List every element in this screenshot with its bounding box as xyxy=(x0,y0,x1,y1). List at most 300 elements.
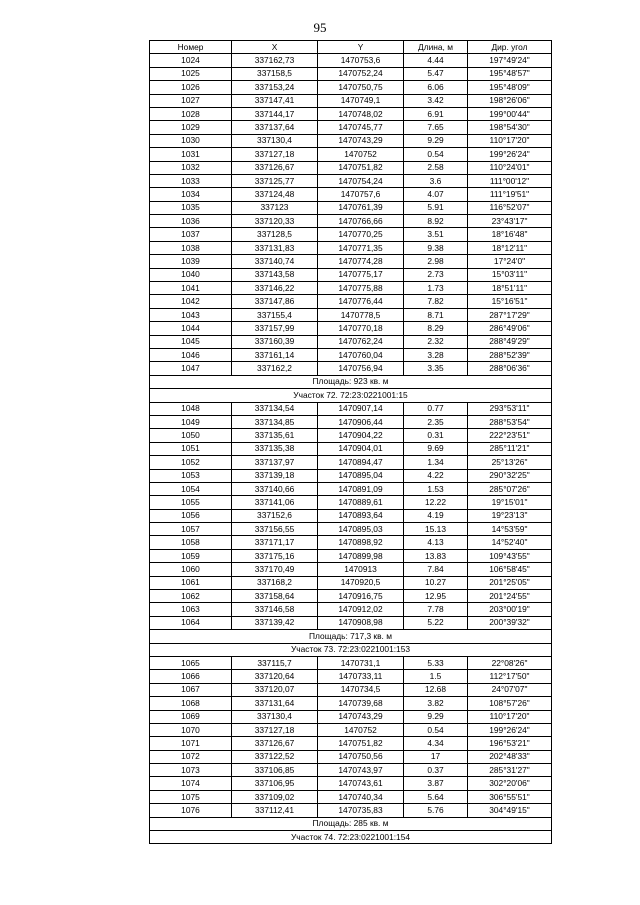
cell-number: 1042 xyxy=(150,295,232,308)
cell-length: 1.34 xyxy=(404,456,468,469)
cell-x: 337131,83 xyxy=(232,241,318,254)
cell-x: 337140,66 xyxy=(232,482,318,495)
cell-angle: 23°43'17" xyxy=(468,215,552,228)
cell-length: 5.47 xyxy=(404,67,468,80)
cell-angle: 198°54'30" xyxy=(468,121,552,134)
cell-x: 337124,48 xyxy=(232,188,318,201)
cell-x: 337147,41 xyxy=(232,94,318,107)
table-row xyxy=(150,429,552,442)
table-row xyxy=(150,576,552,589)
cell-length: 5.64 xyxy=(404,790,468,803)
table-row xyxy=(150,282,552,295)
cell-y: 1470913 xyxy=(318,563,404,576)
cell-angle: 15°16'51" xyxy=(468,295,552,308)
cell-x: 337120,64 xyxy=(232,670,318,683)
cell-angle: 288°52'39" xyxy=(468,348,552,361)
cell-length: 3.35 xyxy=(404,362,468,375)
table-row xyxy=(150,750,552,763)
cell-number: 1067 xyxy=(150,683,232,696)
cell-number: 1026 xyxy=(150,81,232,94)
cell-length: 2.98 xyxy=(404,255,468,268)
cell-y: 1470752,24 xyxy=(318,67,404,80)
cell-length: 4.34 xyxy=(404,737,468,750)
cell-number: 1058 xyxy=(150,536,232,549)
table-row xyxy=(150,54,552,67)
cell-length: 4.44 xyxy=(404,54,468,67)
cell-angle: 116°52'07" xyxy=(468,201,552,214)
cell-length: 5.91 xyxy=(404,201,468,214)
cell-x: 337153,24 xyxy=(232,81,318,94)
cell-angle: 285°11'21" xyxy=(468,442,552,455)
table-row xyxy=(150,415,552,428)
cell-length: 1.53 xyxy=(404,482,468,495)
cell-number: 1046 xyxy=(150,348,232,361)
cell-y: 1470893,64 xyxy=(318,509,404,522)
header-x: X xyxy=(232,41,318,54)
cell-length: 6.91 xyxy=(404,107,468,120)
cell-y: 1470920,5 xyxy=(318,576,404,589)
cell-number: 1033 xyxy=(150,174,232,187)
cell-y: 1470904,01 xyxy=(318,442,404,455)
cell-x: 337125,77 xyxy=(232,174,318,187)
cell-y: 1470776,44 xyxy=(318,295,404,308)
table-row xyxy=(150,174,552,187)
cell-angle: 111°19'51" xyxy=(468,188,552,201)
cell-x: 337122,52 xyxy=(232,750,318,763)
cell-length: 4.13 xyxy=(404,536,468,549)
table-row xyxy=(150,656,552,669)
cell-angle: 302°20'06" xyxy=(468,777,552,790)
cell-number: 1071 xyxy=(150,737,232,750)
cell-y: 1470735,83 xyxy=(318,804,404,817)
area-row xyxy=(150,630,552,643)
cell-angle: 18°12'11" xyxy=(468,241,552,254)
table-row xyxy=(150,134,552,147)
area-label: Площадь: 285 кв. м xyxy=(150,817,552,830)
cell-length: 0.77 xyxy=(404,402,468,415)
cell-number: 1066 xyxy=(150,670,232,683)
cell-length: 17 xyxy=(404,750,468,763)
cell-y: 1470770,25 xyxy=(318,228,404,241)
cell-angle: 19°15'01" xyxy=(468,496,552,509)
cell-length: 12.22 xyxy=(404,496,468,509)
cell-angle: 110°17'20" xyxy=(468,710,552,723)
table-row xyxy=(150,482,552,495)
table-row xyxy=(150,723,552,736)
cell-number: 1069 xyxy=(150,710,232,723)
cell-x: 337171,17 xyxy=(232,536,318,549)
cell-x: 337160,39 xyxy=(232,335,318,348)
table-row xyxy=(150,241,552,254)
table-row xyxy=(150,322,552,335)
cell-y: 1470733,11 xyxy=(318,670,404,683)
cell-y: 1470899,98 xyxy=(318,549,404,562)
plot-heading-row xyxy=(150,831,552,844)
cell-length: 7.65 xyxy=(404,121,468,134)
cell-length: 2.32 xyxy=(404,335,468,348)
coordinates-table xyxy=(149,40,552,844)
cell-y: 1470734,5 xyxy=(318,683,404,696)
table-body xyxy=(150,54,552,844)
cell-y: 1470750,56 xyxy=(318,750,404,763)
cell-y: 1470761,39 xyxy=(318,201,404,214)
cell-x: 337141,06 xyxy=(232,496,318,509)
cell-length: 3.82 xyxy=(404,697,468,710)
cell-y: 1470895,03 xyxy=(318,523,404,536)
cell-angle: 288°49'29" xyxy=(468,335,552,348)
cell-x: 337144,17 xyxy=(232,107,318,120)
cell-angle: 287°17'29" xyxy=(468,308,552,321)
cell-angle: 24°07'07" xyxy=(468,683,552,696)
table-row xyxy=(150,81,552,94)
cell-angle: 202°48'33" xyxy=(468,750,552,763)
cell-angle: 195°48'09" xyxy=(468,81,552,94)
cell-length: 5.33 xyxy=(404,656,468,669)
cell-y: 1470889,61 xyxy=(318,496,404,509)
area-label: Площадь: 717,3 кв. м xyxy=(150,630,552,643)
cell-y: 1470752 xyxy=(318,723,404,736)
cell-number: 1063 xyxy=(150,603,232,616)
cell-angle: 201°25'05" xyxy=(468,576,552,589)
table-row xyxy=(150,469,552,482)
cell-number: 1029 xyxy=(150,121,232,134)
cell-y: 1470743,61 xyxy=(318,777,404,790)
cell-angle: 201°24'55" xyxy=(468,590,552,603)
cell-y: 1470762,24 xyxy=(318,335,404,348)
table-row xyxy=(150,295,552,308)
table-row xyxy=(150,228,552,241)
cell-number: 1054 xyxy=(150,482,232,495)
cell-length: 4.07 xyxy=(404,188,468,201)
cell-x: 337137,97 xyxy=(232,456,318,469)
cell-y: 1470752 xyxy=(318,148,404,161)
cell-number: 1075 xyxy=(150,790,232,803)
table-row xyxy=(150,121,552,134)
cell-number: 1064 xyxy=(150,616,232,629)
cell-x: 337106,85 xyxy=(232,764,318,777)
cell-number: 1061 xyxy=(150,576,232,589)
cell-y: 1470749,1 xyxy=(318,94,404,107)
cell-angle: 196°53'21" xyxy=(468,737,552,750)
cell-length: 8.92 xyxy=(404,215,468,228)
cell-y: 1470907,14 xyxy=(318,402,404,415)
cell-number: 1076 xyxy=(150,804,232,817)
cell-angle: 112°17'50" xyxy=(468,670,552,683)
cell-x: 337135,38 xyxy=(232,442,318,455)
cell-number: 1049 xyxy=(150,415,232,428)
cell-angle: 111°00'12" xyxy=(468,174,552,187)
cell-number: 1036 xyxy=(150,215,232,228)
cell-length: 2.58 xyxy=(404,161,468,174)
table-row xyxy=(150,255,552,268)
table-row xyxy=(150,362,552,375)
cell-number: 1051 xyxy=(150,442,232,455)
cell-y: 1470743,97 xyxy=(318,764,404,777)
cell-angle: 197°49'24" xyxy=(468,54,552,67)
cell-angle: 25°13'26" xyxy=(468,456,552,469)
cell-y: 1470743,29 xyxy=(318,710,404,723)
cell-length: 0.54 xyxy=(404,723,468,736)
cell-length: 13.83 xyxy=(404,549,468,562)
plot-heading: Участок 74. 72:23:0221001:154 xyxy=(150,831,552,844)
cell-number: 1034 xyxy=(150,188,232,201)
cell-angle: 306°55'51" xyxy=(468,790,552,803)
cell-y: 1470895,04 xyxy=(318,469,404,482)
cell-angle: 286°49'06" xyxy=(468,322,552,335)
cell-length: 2.35 xyxy=(404,415,468,428)
cell-angle: 17°24'0" xyxy=(468,255,552,268)
cell-x: 337126,67 xyxy=(232,161,318,174)
table-row xyxy=(150,509,552,522)
cell-x: 337140,74 xyxy=(232,255,318,268)
cell-length: 7.78 xyxy=(404,603,468,616)
cell-x: 337131,64 xyxy=(232,697,318,710)
cell-number: 1041 xyxy=(150,282,232,295)
cell-angle: 199°26'24" xyxy=(468,148,552,161)
cell-y: 1470912,02 xyxy=(318,603,404,616)
cell-y: 1470754,24 xyxy=(318,174,404,187)
cell-length: 8.29 xyxy=(404,322,468,335)
cell-length: 5.76 xyxy=(404,804,468,817)
cell-x: 337123 xyxy=(232,201,318,214)
table-row xyxy=(150,790,552,803)
cell-number: 1050 xyxy=(150,429,232,442)
cell-angle: 195°48'57" xyxy=(468,67,552,80)
cell-angle: 222°23'51" xyxy=(468,429,552,442)
cell-y: 1470916,75 xyxy=(318,590,404,603)
header-y: Y xyxy=(318,41,404,54)
cell-number: 1068 xyxy=(150,697,232,710)
table-row xyxy=(150,402,552,415)
cell-y: 1470739,68 xyxy=(318,697,404,710)
cell-angle: 18°51'11" xyxy=(468,282,552,295)
cell-angle: 285°31'27" xyxy=(468,764,552,777)
cell-number: 1043 xyxy=(150,308,232,321)
cell-length: 3.87 xyxy=(404,777,468,790)
table-row xyxy=(150,697,552,710)
cell-y: 1470908,98 xyxy=(318,616,404,629)
plot-heading: Участок 72. 72:23:0221001:15 xyxy=(150,389,552,402)
cell-number: 1053 xyxy=(150,469,232,482)
cell-y: 1470750,75 xyxy=(318,81,404,94)
header-number: Номер xyxy=(150,41,232,54)
table-row xyxy=(150,148,552,161)
table-row xyxy=(150,670,552,683)
cell-number: 1056 xyxy=(150,509,232,522)
cell-x: 337115,7 xyxy=(232,656,318,669)
cell-angle: 288°53'54" xyxy=(468,415,552,428)
table-row xyxy=(150,523,552,536)
cell-length: 10.27 xyxy=(404,576,468,589)
cell-x: 337155,4 xyxy=(232,308,318,321)
table-row xyxy=(150,683,552,696)
cell-length: 1.5 xyxy=(404,670,468,683)
table-row xyxy=(150,777,552,790)
cell-y: 1470743,29 xyxy=(318,134,404,147)
cell-angle: 108°57'26" xyxy=(468,697,552,710)
cell-x: 337137,64 xyxy=(232,121,318,134)
cell-number: 1073 xyxy=(150,764,232,777)
cell-angle: 198°26'06" xyxy=(468,94,552,107)
cell-x: 337156,55 xyxy=(232,523,318,536)
cell-x: 337147,86 xyxy=(232,295,318,308)
cell-length: 15.13 xyxy=(404,523,468,536)
cell-length: 0.31 xyxy=(404,429,468,442)
cell-y: 1470757,6 xyxy=(318,188,404,201)
cell-angle: 288°06'36" xyxy=(468,362,552,375)
cell-angle: 203°00'19" xyxy=(468,603,552,616)
table-row xyxy=(150,804,552,817)
plot-heading-row xyxy=(150,643,552,656)
cell-angle: 14°53'59" xyxy=(468,523,552,536)
cell-x: 337128,5 xyxy=(232,228,318,241)
cell-angle: 18°16'48" xyxy=(468,228,552,241)
cell-number: 1037 xyxy=(150,228,232,241)
cell-angle: 14°52'40" xyxy=(468,536,552,549)
cell-length: 12.95 xyxy=(404,590,468,603)
cell-angle: 199°26'24" xyxy=(468,723,552,736)
table-row xyxy=(150,201,552,214)
cell-angle: 290°32'25" xyxy=(468,469,552,482)
cell-length: 9.29 xyxy=(404,134,468,147)
cell-number: 1031 xyxy=(150,148,232,161)
cell-x: 337127,18 xyxy=(232,723,318,736)
cell-x: 337120,07 xyxy=(232,683,318,696)
table-row xyxy=(150,603,552,616)
table-row xyxy=(150,268,552,281)
cell-angle: 293°53'11" xyxy=(468,402,552,415)
cell-y: 1470894,47 xyxy=(318,456,404,469)
table-row xyxy=(150,215,552,228)
cell-length: 5.22 xyxy=(404,616,468,629)
cell-number: 1070 xyxy=(150,723,232,736)
cell-length: 8.71 xyxy=(404,308,468,321)
cell-x: 337161,14 xyxy=(232,348,318,361)
table-row xyxy=(150,348,552,361)
cell-y: 1470906,44 xyxy=(318,415,404,428)
cell-number: 1027 xyxy=(150,94,232,107)
cell-y: 1470775,88 xyxy=(318,282,404,295)
table-row xyxy=(150,442,552,455)
cell-length: 9.69 xyxy=(404,442,468,455)
cell-length: 4.19 xyxy=(404,509,468,522)
cell-length: 3.6 xyxy=(404,174,468,187)
cell-angle: 304°49'15" xyxy=(468,804,552,817)
cell-y: 1470771,35 xyxy=(318,241,404,254)
cell-length: 9.29 xyxy=(404,710,468,723)
cell-angle: 106°58'45" xyxy=(468,563,552,576)
page-number: 95 xyxy=(313,20,327,35)
area-row xyxy=(150,817,552,830)
cell-x: 337168,2 xyxy=(232,576,318,589)
cell-length: 12.68 xyxy=(404,683,468,696)
table-row xyxy=(150,710,552,723)
cell-length: 6.06 xyxy=(404,81,468,94)
cell-number: 1044 xyxy=(150,322,232,335)
cell-length: 3.51 xyxy=(404,228,468,241)
cell-x: 337112,41 xyxy=(232,804,318,817)
cell-number: 1024 xyxy=(150,54,232,67)
cell-length: 7.84 xyxy=(404,563,468,576)
cell-x: 337152,6 xyxy=(232,509,318,522)
cell-y: 1470778,5 xyxy=(318,308,404,321)
cell-x: 337130,4 xyxy=(232,710,318,723)
cell-number: 1052 xyxy=(150,456,232,469)
cell-number: 1059 xyxy=(150,549,232,562)
cell-number: 1074 xyxy=(150,777,232,790)
cell-angle: 110°17'20" xyxy=(468,134,552,147)
cell-length: 7.82 xyxy=(404,295,468,308)
cell-length: 0.54 xyxy=(404,148,468,161)
cell-length: 1.73 xyxy=(404,282,468,295)
cell-y: 1470751,82 xyxy=(318,737,404,750)
cell-angle: 199°00'44" xyxy=(468,107,552,120)
cell-y: 1470898,92 xyxy=(318,536,404,549)
table-row xyxy=(150,549,552,562)
cell-y: 1470904,22 xyxy=(318,429,404,442)
table-row xyxy=(150,67,552,80)
cell-x: 337175,16 xyxy=(232,549,318,562)
table-row xyxy=(150,456,552,469)
cell-x: 337162,2 xyxy=(232,362,318,375)
cell-x: 337134,85 xyxy=(232,415,318,428)
cell-number: 1055 xyxy=(150,496,232,509)
cell-x: 337106,95 xyxy=(232,777,318,790)
cell-number: 1025 xyxy=(150,67,232,80)
table-row xyxy=(150,737,552,750)
cell-y: 1470745,77 xyxy=(318,121,404,134)
header-angle: Дир. угол xyxy=(468,41,552,54)
header-length: Длина, м xyxy=(404,41,468,54)
plot-heading-row xyxy=(150,389,552,402)
cell-number: 1072 xyxy=(150,750,232,763)
cell-x: 337170,49 xyxy=(232,563,318,576)
cell-number: 1035 xyxy=(150,201,232,214)
cell-angle: 110°24'01" xyxy=(468,161,552,174)
cell-x: 337139,42 xyxy=(232,616,318,629)
cell-x: 337157,99 xyxy=(232,322,318,335)
table-row xyxy=(150,107,552,120)
cell-angle: 19°23'13" xyxy=(468,509,552,522)
cell-length: 4.22 xyxy=(404,469,468,482)
table-row xyxy=(150,616,552,629)
plot-heading: Участок 73. 72:23:0221001:153 xyxy=(150,643,552,656)
cell-number: 1028 xyxy=(150,107,232,120)
cell-number: 1032 xyxy=(150,161,232,174)
cell-x: 337126,67 xyxy=(232,737,318,750)
cell-number: 1047 xyxy=(150,362,232,375)
cell-y: 1470774,28 xyxy=(318,255,404,268)
cell-x: 337130,4 xyxy=(232,134,318,147)
table-row xyxy=(150,308,552,321)
cell-number: 1038 xyxy=(150,241,232,254)
cell-y: 1470740,34 xyxy=(318,790,404,803)
table-row xyxy=(150,188,552,201)
cell-x: 337162,73 xyxy=(232,54,318,67)
cell-x: 337143,58 xyxy=(232,268,318,281)
cell-length: 0.37 xyxy=(404,764,468,777)
cell-angle: 109°43'55" xyxy=(468,549,552,562)
cell-number: 1040 xyxy=(150,268,232,281)
table-row xyxy=(150,94,552,107)
table-row xyxy=(150,536,552,549)
cell-y: 1470770,18 xyxy=(318,322,404,335)
cell-number: 1062 xyxy=(150,590,232,603)
cell-number: 1060 xyxy=(150,563,232,576)
table-row xyxy=(150,764,552,777)
cell-x: 337120,33 xyxy=(232,215,318,228)
cell-number: 1048 xyxy=(150,402,232,415)
